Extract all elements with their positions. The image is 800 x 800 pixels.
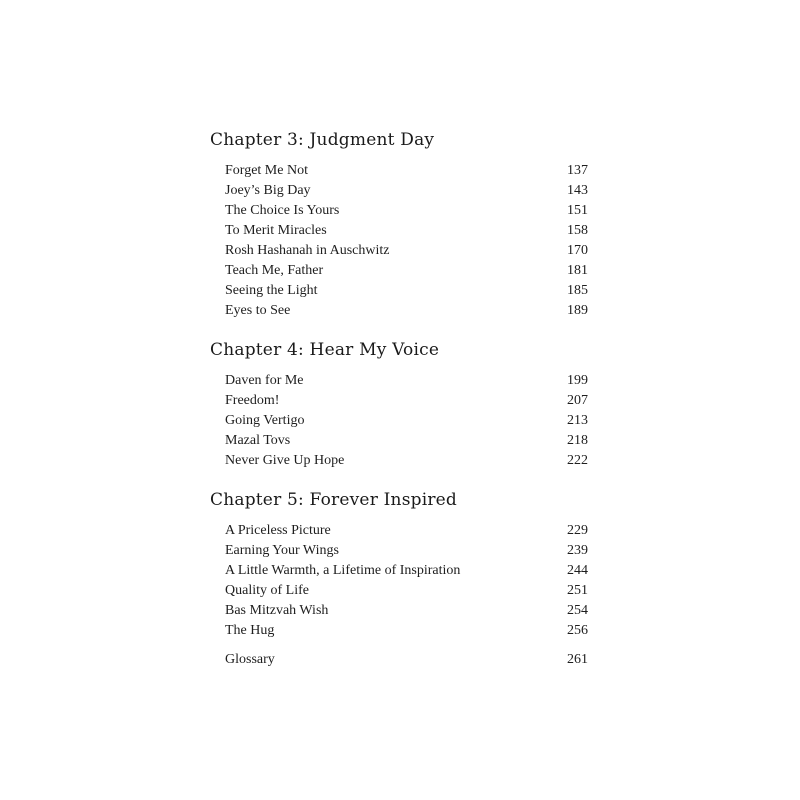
- entry-title: Seeing the Light: [225, 283, 318, 298]
- entry-page-number: 137: [567, 163, 588, 178]
- toc-entry[interactable]: [0, 601, 800, 621]
- entry-title: Rosh Hashanah in Auschwitz: [225, 243, 390, 258]
- entry-title: Earning Your Wings: [225, 543, 339, 558]
- entry-page-number: 261: [567, 652, 588, 667]
- toc-entry[interactable]: [0, 301, 800, 321]
- entry-page-number: 256: [567, 623, 588, 638]
- toc-entry[interactable]: [0, 161, 800, 181]
- entry-page-number: 199: [567, 373, 588, 388]
- entry-page-number: 254: [567, 603, 588, 618]
- entry-title: Teach Me, Father: [225, 263, 324, 278]
- entry-page-number: 229: [567, 523, 588, 538]
- entry-title: Freedom!: [225, 393, 280, 408]
- entry-title: Going Vertigo: [225, 413, 305, 428]
- entry-title: The Hug: [225, 623, 275, 638]
- toc-entry[interactable]: [0, 241, 800, 261]
- toc-entry[interactable]: [0, 541, 800, 561]
- entry-title: A Little Warmth, a Lifetime of Inspiration: [225, 563, 461, 578]
- toc-entry[interactable]: [0, 201, 800, 221]
- entry-page-number: 239: [567, 543, 588, 558]
- entry-title: Never Give Up Hope: [225, 453, 345, 468]
- entry-title: To Merit Miracles: [225, 223, 327, 238]
- entry-page-number: 158: [567, 223, 588, 238]
- toc-entry[interactable]: [0, 561, 800, 581]
- entry-title: Forget Me Not: [225, 163, 308, 178]
- entry-title: Joey’s Big Day: [225, 183, 311, 198]
- entry-page-number: 170: [567, 243, 588, 258]
- toc-entry[interactable]: [0, 521, 800, 541]
- entry-page-number: 181: [567, 263, 588, 278]
- entry-page-number: 213: [567, 413, 588, 428]
- toc-entry[interactable]: [0, 281, 800, 301]
- toc-entry-glossary[interactable]: [0, 650, 800, 670]
- toc-entry[interactable]: [0, 581, 800, 601]
- entry-title: A Priceless Picture: [225, 523, 331, 538]
- entry-title: Daven for Me: [225, 373, 304, 388]
- chapter-heading: Chapter 3: Judgment Day: [210, 130, 435, 150]
- entry-page-number: 189: [567, 303, 588, 318]
- toc-entry[interactable]: [0, 371, 800, 391]
- toc-entry[interactable]: [0, 621, 800, 641]
- entry-page-number: 185: [567, 283, 588, 298]
- toc-entry[interactable]: [0, 391, 800, 411]
- entry-title: Glossary: [225, 652, 275, 667]
- toc-entry[interactable]: [0, 181, 800, 201]
- entry-page-number: 218: [567, 433, 588, 448]
- entry-title: Mazal Tovs: [225, 433, 291, 448]
- toc-entry[interactable]: [0, 221, 800, 241]
- chapter-heading: Chapter 4: Hear My Voice: [210, 340, 440, 360]
- entry-title: Quality of Life: [225, 583, 309, 598]
- entry-page-number: 251: [567, 583, 588, 598]
- entry-title: Bas Mitzvah Wish: [225, 603, 329, 618]
- toc-entry[interactable]: [0, 431, 800, 451]
- entry-page-number: 244: [567, 563, 588, 578]
- entry-title: The Choice Is Yours: [225, 203, 340, 218]
- entry-page-number: 207: [567, 393, 588, 408]
- chapter-heading: Chapter 5: Forever Inspired: [210, 490, 458, 510]
- entry-page-number: 151: [567, 203, 588, 218]
- entry-title: Eyes to See: [225, 303, 291, 318]
- toc-entry[interactable]: [0, 451, 800, 471]
- entry-page-number: 143: [567, 183, 588, 198]
- entry-page-number: 222: [567, 453, 588, 468]
- toc-entry[interactable]: [0, 261, 800, 281]
- toc-entry[interactable]: [0, 411, 800, 431]
